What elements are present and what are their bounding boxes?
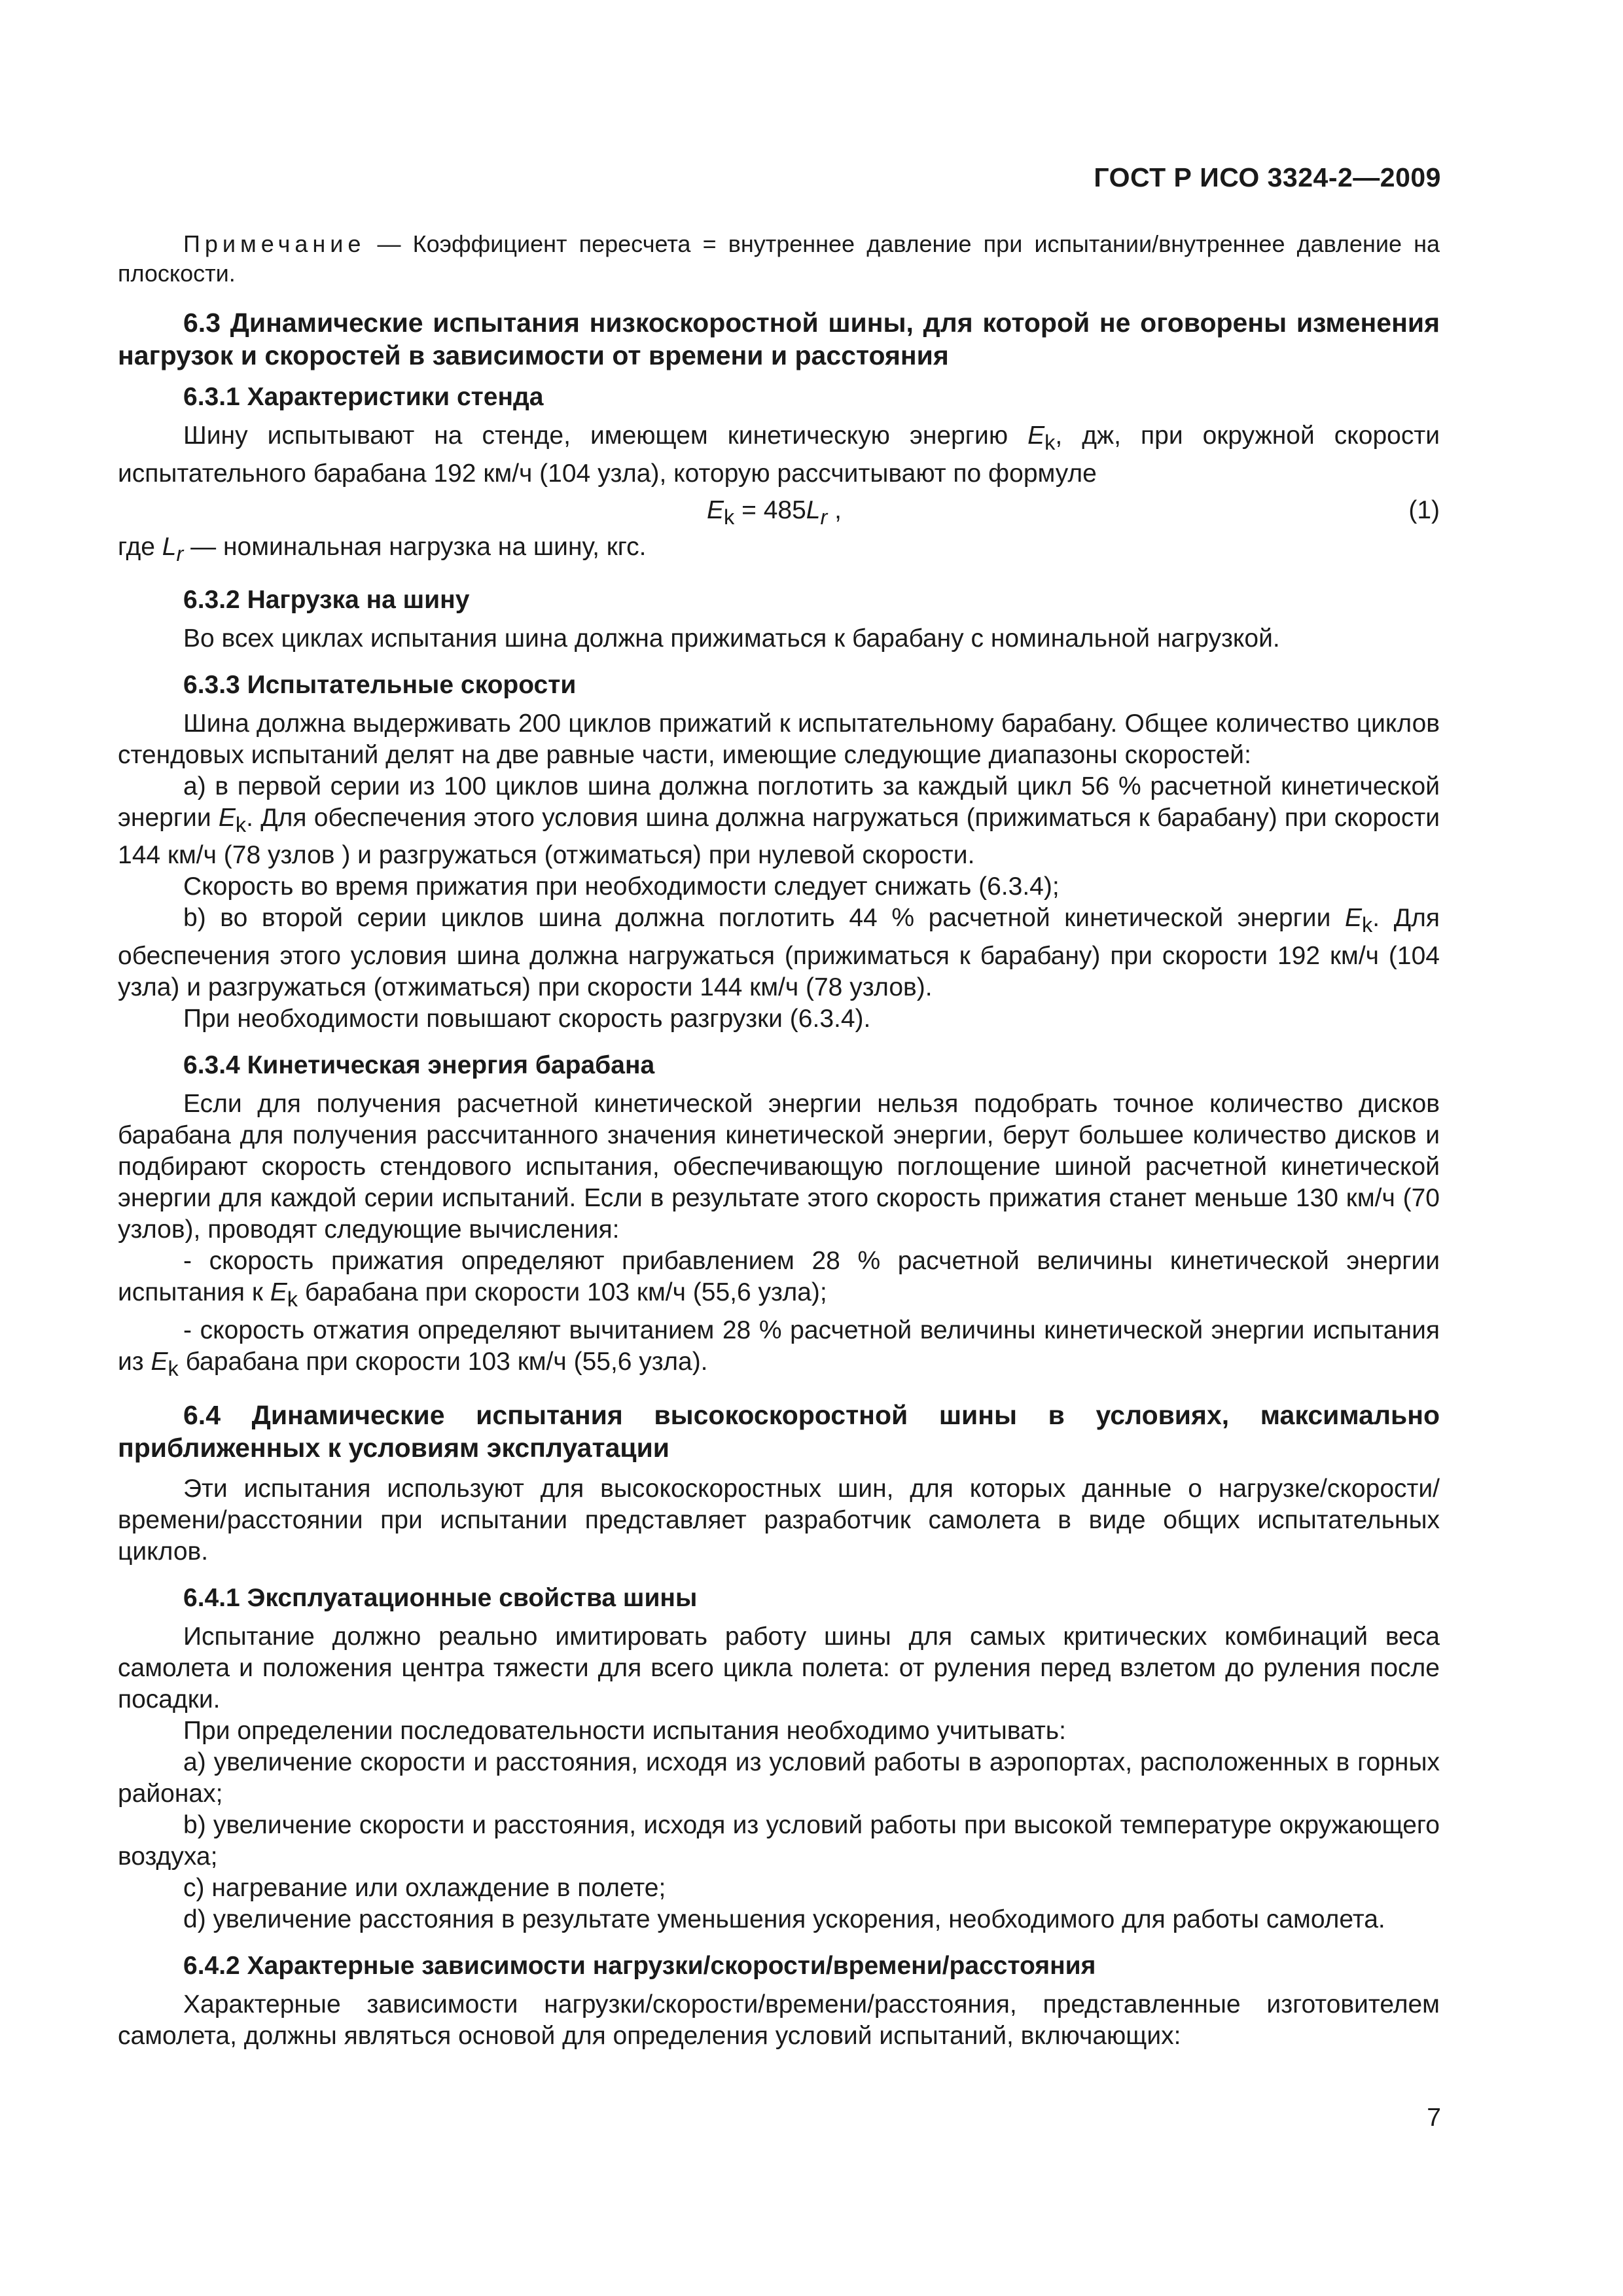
spacer — [118, 1935, 1440, 1950]
list-item — [118, 771, 1440, 872]
section-6-3-2-heading: 6.3.2 Нагрузка на шину — [183, 585, 470, 614]
paragraph: Шина должна выдерживать 200 циклов прижатий к испытательному барабану. Общее количество циклов стендовых испытаний делят на две равные части, имеющие следующие диапазоны скоростей: — [118, 709, 1440, 769]
paragraph: Испытание должно реально имитировать работу шины для самых критических комбинаций веса самолета и положения центра тяжести для всего цикла полета: от руления перед взлетом до руления после посадки. — [118, 1622, 1440, 1713]
spacer — [118, 1568, 1440, 1582]
page-number: 7 — [1427, 2104, 1441, 2132]
paragraph — [118, 420, 1440, 490]
paragraph: Эти испытания используют для высокоскоростных шин, для которых данные о нагрузке/скорости/времени/расстоянии при испытании представляет разработчик самолета в виде общих испытательных циклов. — [118, 1474, 1440, 1566]
symbol-e: E — [151, 1347, 168, 1376]
formula-tail: , — [827, 495, 842, 524]
symbol-k: k — [235, 812, 247, 836]
section-6-4-2-heading: 6.4.2 Характерные зависимости нагрузки/скорости/времени/расстояния — [183, 1951, 1096, 1980]
list-item — [118, 903, 1440, 1003]
paragraph: Скорость во время прижатия при необходимости следует снижать (6.3.4); — [183, 872, 1060, 901]
section-6-3-heading: 6.3 Динамические испытания низкоскоростной шины, для которой не оговорены изменения нагрузок и скоростей в зависимости от времени и расстояния — [118, 308, 1440, 370]
list-item — [118, 1315, 1440, 1384]
symbol-e: E — [1027, 422, 1045, 450]
spacer — [118, 1384, 1440, 1399]
spacer — [118, 1035, 1440, 1049]
text-span: Шину испытывают на стенде, имеющем кинетическую энергию — [183, 422, 1028, 450]
paragraph: При необходимости повышают скорость разгрузки (6.3.4). — [183, 1005, 871, 1033]
symbol-k: k — [724, 505, 735, 529]
list-item: а) увеличение скорости и расстояния, исходя из условий работы в аэропортах, расположенных в горных районах; — [118, 1748, 1440, 1808]
symbol-r: r — [820, 505, 828, 529]
text-span: - скорость отжатия определяют вычитанием 28 % расчетной величины кинетической энергии испытания из — [118, 1316, 1440, 1376]
list-item: b) увеличение скорости и расстояния, исходя из условий работы при высокой температуре окружающего воздуха; — [118, 1810, 1440, 1871]
section-6-4-heading: 6.4 Динамические испытания высокоскоростной шины в условиях, максимально приближенных к условиям эксплуатации — [118, 1399, 1440, 1463]
paragraph — [118, 531, 1440, 569]
symbol-l: L — [162, 532, 177, 561]
text-span: . Для обеспечения этого условия шина должна нагружаться (прижиматься к барабану) при скорости 144 км/ч (78 узлов ) и разгружаться (отжиматься) при нулевой скорости. — [118, 803, 1440, 870]
symbol-e: E — [1345, 904, 1363, 933]
formula-expression — [707, 495, 842, 533]
note-label: Примечание — [183, 230, 366, 257]
text-span: а) в первой серии из 100 циклов шина должна поглотить за каждый цикл 56 % расчетной кинетической энергии — [118, 772, 1440, 832]
symbol-k: k — [287, 1287, 298, 1311]
text-span: где — [118, 532, 162, 561]
section-6-4-1-heading: 6.4.1 Эксплуатационные свойства шины — [183, 1583, 698, 1612]
paragraph: При определении последовательности испытания необходимо учитывать: — [183, 1716, 1066, 1745]
symbol-r: r — [176, 541, 184, 565]
text-span: барабана при скорости 103 км/ч (55,6 узла); — [298, 1278, 827, 1307]
text-span: b) во второй серии циклов шина должна поглотить 44 % расчетной кинетической энергии — [183, 904, 1345, 933]
text-span: , дж, при окружной скорости испытательного барабана 192 км/ч (104 узла), которую рассчитывают по формуле — [118, 422, 1440, 488]
formula-number: (1) — [1408, 495, 1440, 524]
symbol-k: k — [1044, 430, 1056, 454]
paragraph: Если для получения расчетной кинетической энергии нельзя подобрать точное количество дисков барабана для получения рассчитанного значения кинетической энергии, берут большее количество дисков и подбирают скорость стендового испытания, обеспечивающую поглощение шиной расчетной кинетической энергии для каждой серии испытаний. Если в результате этого скорость прижатия станет меньше 130 км/ч (70 узлов), проводят следующие вычисления: — [118, 1090, 1440, 1244]
text-span: барабана при скорости 103 км/ч (55,6 узла). — [178, 1347, 708, 1376]
formula-rhs: = 485 — [734, 495, 806, 524]
document-body — [118, 229, 1440, 2052]
spacer — [118, 569, 1440, 584]
section-6-3-1-heading: 6.3.1 Характеристики стенда — [183, 383, 544, 411]
symbol-l: L — [806, 495, 821, 524]
symbol-e: E — [218, 803, 236, 832]
document-header: ГОСТ Р ИСО 3324-2—2009 — [1094, 162, 1441, 192]
symbol-k: k — [1362, 913, 1373, 937]
spacer — [118, 655, 1440, 669]
note-text: — Коэффициент пересчета = внутреннее давление при испытании/внутреннее давление на плоскости. — [118, 230, 1440, 287]
note-paragraph — [118, 229, 1440, 288]
text-span: — номинальная нагрузка на шину, кгс. — [183, 532, 647, 561]
paragraph: Во всех циклах испытания шина должна прижиматься к барабану с номинальной нагрузкой. — [183, 624, 1280, 653]
paragraph: Характерные зависимости нагрузки/скорости/времени/расстояния, представленные изготовителем самолета, должны являться основой для определения условий испытаний, включающих: — [118, 1990, 1440, 2050]
section-6-3-3-heading: 6.3.3 Испытательные скорости — [183, 670, 577, 699]
symbol-e: E — [270, 1278, 287, 1307]
text-span: - скорость прижатия определяют прибавлением 28 % расчетной величины кинетической энергии испытания к — [118, 1247, 1440, 1307]
symbol-k: k — [168, 1356, 179, 1380]
list-item: d) увеличение расстояния в результате уменьшения ускорения, необходимого для работы самолета. — [183, 1905, 1385, 1933]
symbol-e: E — [707, 495, 724, 524]
section-6-3-4-heading: 6.3.4 Кинетическая энергия барабана — [183, 1051, 655, 1080]
list-item — [118, 1246, 1440, 1315]
list-item: с) нагревание или охлаждение в полете; — [183, 1873, 666, 1902]
text-span: . Для обеспечения этого условия шина должна нагружаться (прижиматься к барабану) при скорости 192 км/ч (104 узла) и разгружаться (отжиматься) при скорости 144 км/ч (78 узлов). — [118, 904, 1440, 1002]
formula-1 — [118, 493, 1440, 528]
